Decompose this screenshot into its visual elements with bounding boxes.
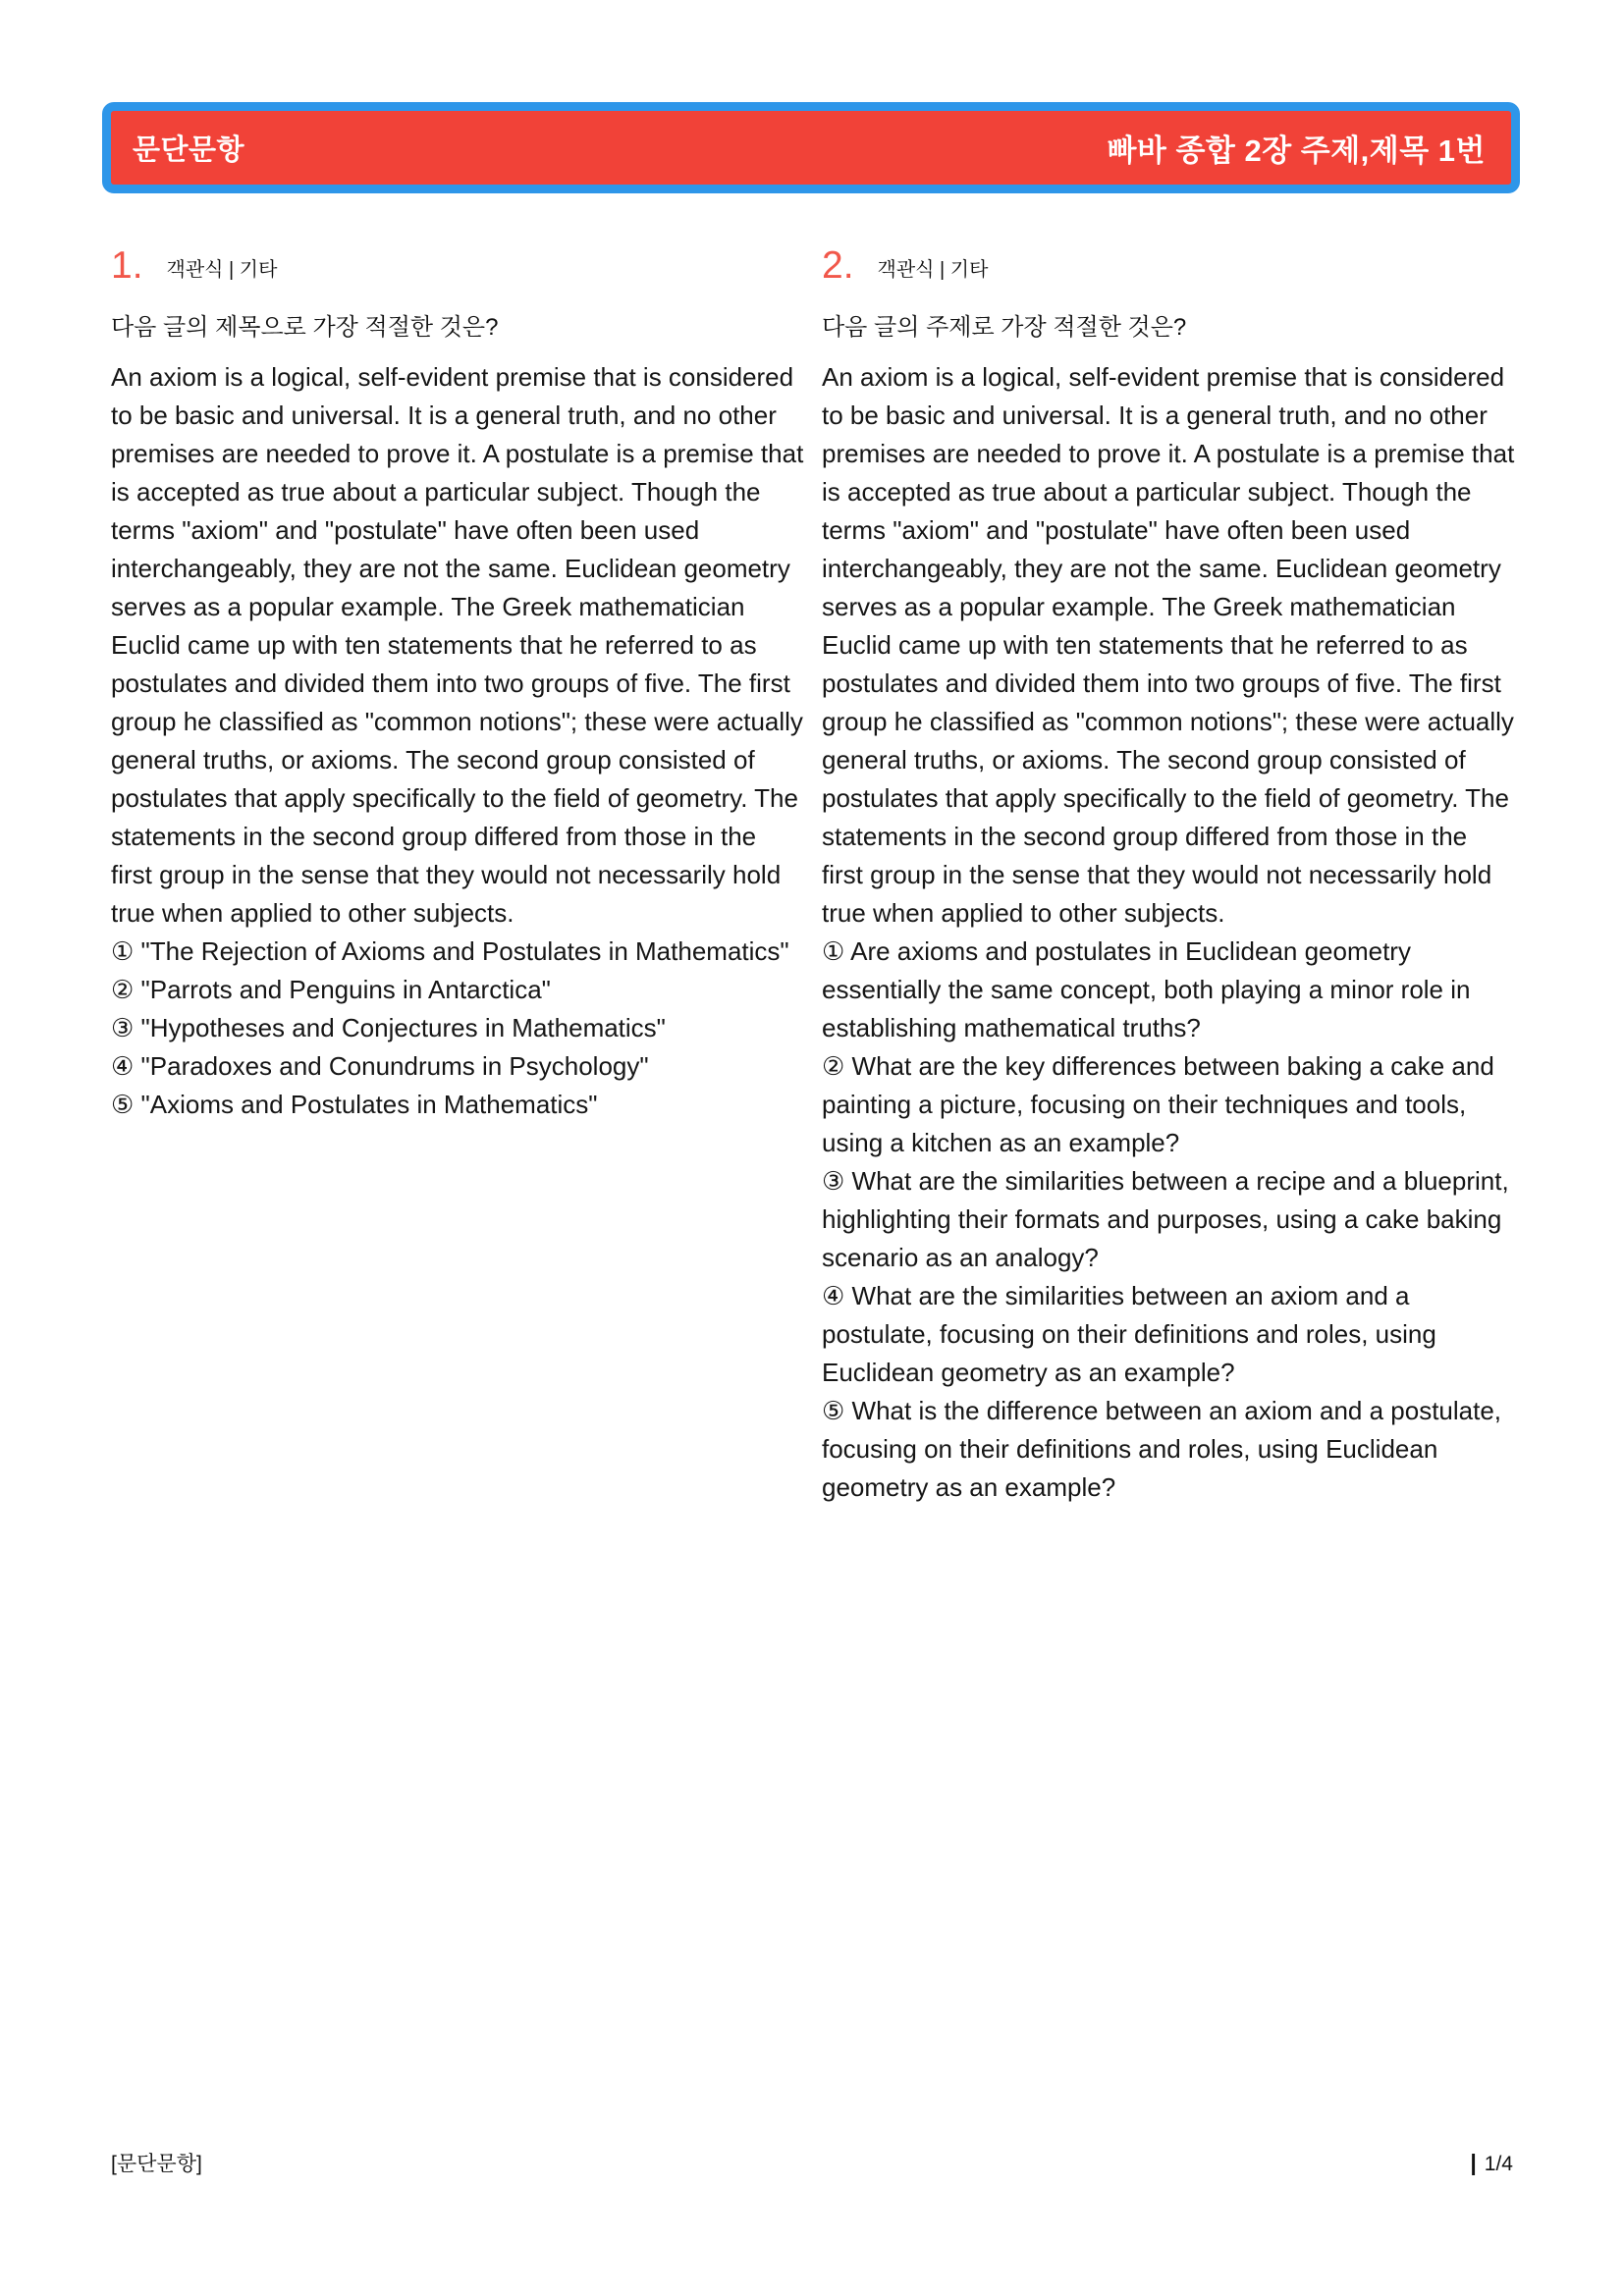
question-1-type-label: 객관식 | 기타 [166,259,278,281]
question-1 [111,244,804,1124]
question-1-number: 1. [111,244,143,287]
question-2-type-label: 객관식 | 기타 [877,259,989,281]
question-2-choice-4: ④ What are the similarities between an axiom and a postulate, focusing on their definitions and roles, using Euclidean geometry as an example? [822,1281,1436,1387]
header-left-title: 문단문항 [133,134,245,166]
question-1-choice-2: ② "Parrots and Penguins in Antarctica" [111,975,551,1004]
page-footer [111,2148,1513,2177]
header-banner [102,102,1520,193]
question-1-choice-3: ③ "Hypotheses and Conjectures in Mathematics" [111,1013,666,1042]
footer-document-label: [문단문항] [111,2153,202,2175]
footer-page-number: 1/4 [1484,2153,1513,2175]
question-2-header [822,244,1515,295]
footer-separator: | [1470,2150,1477,2175]
question-2-choice-2: ② What are the key differences between baking a cake and painting a picture, focusing on their techniques and tools, using a kitchen as an example? [822,1051,1494,1157]
question-2-choice-list [822,933,1515,1507]
question-1-prompt: 다음 글의 제목으로 가장 적절한 것은? [111,314,499,341]
question-1-choice-4: ④ "Paradoxes and Conundrums in Psychology" [111,1051,649,1081]
question-1-choice-1: ① "The Rejection of Axioms and Postulates in Mathematics" [111,936,789,966]
question-1-choice-list [111,933,804,1124]
question-2-choice-5: ⑤ What is the difference between an axiom and a postulate, focusing on their definitions and roles, using Euclidean geometry as an example? [822,1396,1502,1502]
question-2-choice-1: ① Are axioms and postulates in Euclidean geometry essentially the same concept, both playing a minor role in establishing mathematical truths? [822,936,1471,1042]
question-1-choice-5: ⑤ "Axioms and Postulates in Mathematics" [111,1090,598,1119]
header-right-title: 빠바 종합 2장 주제,제목 1번 [1107,133,1486,168]
question-2-choice-3: ③ What are the similarities between a recipe and a blueprint, highlighting their formats and purposes, using a cake baking scenario as an analogy? [822,1166,1509,1272]
question-2-passage: An axiom is a logical, self-evident premise that is considered to be basic and universal. It is a general truth, and no other premises are needed to prove it. A postulate is a premise that is accepted as true about a particular subject. Though the terms "axiom" and "postulate" have often been used interchangeably, they are not the same. Euclidean geometry serves as a popular example. The Greek mathematician Euclid came up with ten statements that he referred to as postulates and divided them into two groups of five. The first group he classified as "common notions"; these were actually general truths, or axioms. The second group consisted of postulates that apply specifically to the field of geometry. The statements in the second group differed from those in the first group in the sense that they would not necessarily hold true when applied to other subjects. [822,362,1515,928]
page-indicator [1470,2150,1513,2176]
question-1-header [111,244,804,295]
question-2 [822,244,1515,1507]
question-1-passage: An axiom is a logical, self-evident premise that is considered to be basic and universal. It is a general truth, and no other premises are needed to prove it. A postulate is a premise that is accepted as true about a particular subject. Though the terms "axiom" and "postulate" have often been used interchangeably, they are not the same. Euclidean geometry serves as a popular example. The Greek mathematician Euclid came up with ten statements that he referred to as postulates and divided them into two groups of five. The first group he classified as "common notions"; these were actually general truths, or axioms. The second group consisted of postulates that apply specifically to the field of geometry. The statements in the second group differed from those in the first group in the sense that they would not necessarily hold true when applied to other subjects. [111,362,804,928]
question-2-prompt: 다음 글의 주제로 가장 적절한 것은? [822,314,1187,341]
question-2-number: 2. [822,244,854,287]
